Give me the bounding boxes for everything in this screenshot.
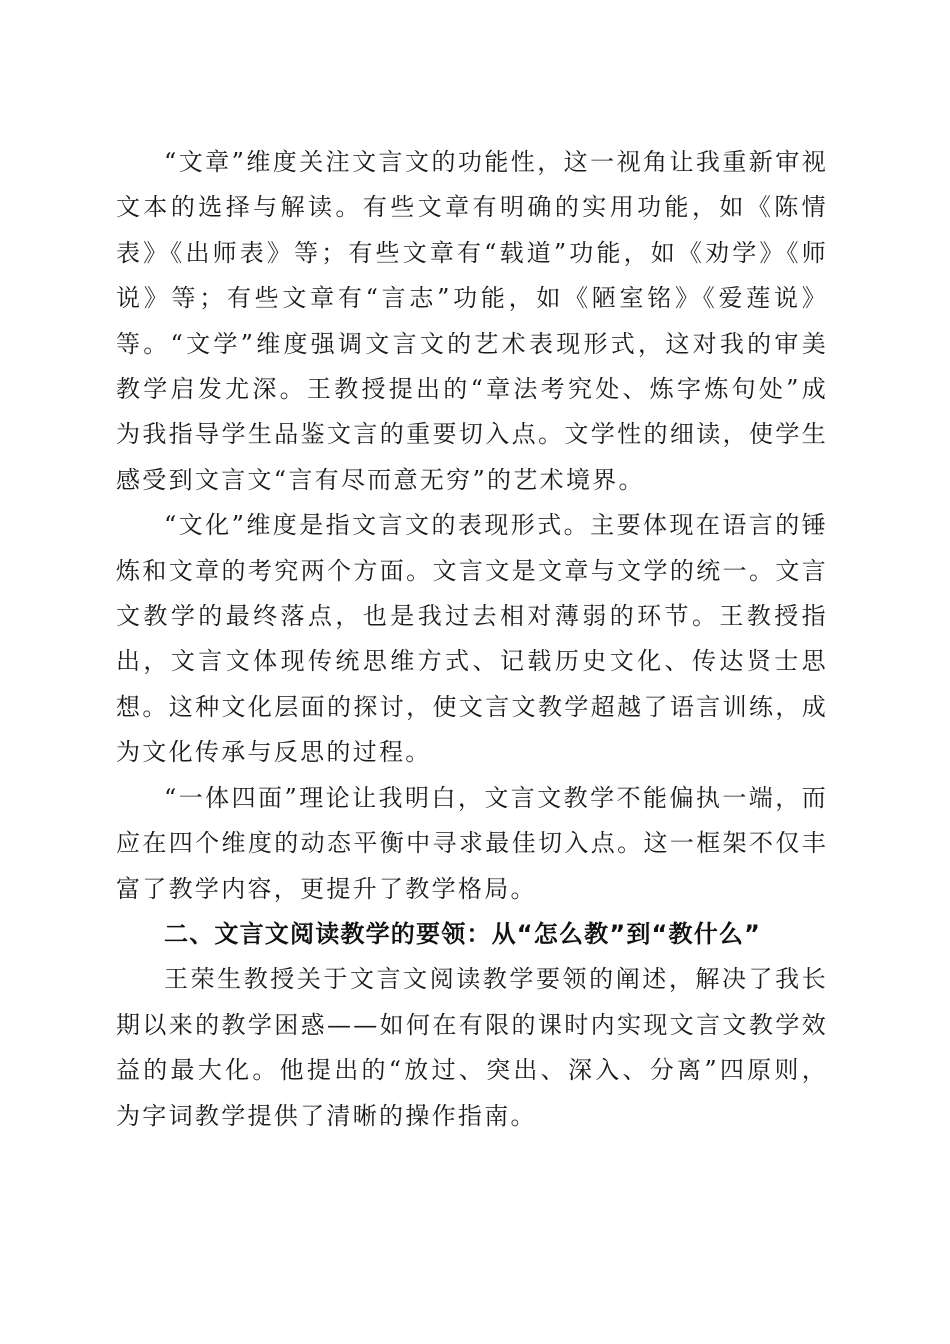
body-text: [116, 140, 828, 1139]
paragraph-yiti-simian: “一体四面”理论让我明白，文言文教学不能偏执一端，而应在四个维度的动态平衡中寻求最佳切入点。这一框架不仅丰富了教学内容，更提升了教学格局。: [116, 783, 828, 903]
paragraph-wenhua-dimension: “文化”维度是指文言文的表现形式。主要体现在语言的锤炼和文章的考究两个方面。文言文是文章与文学的统一。文言文教学的最终落点，也是我过去相对薄弱的环节。王教授指出，文言文体现传统思维方式、记载历史文化、传达贤士思想。这种文化层面的探讨，使文言文教学超越了语言训练，成为文化传承与反思的过程。: [116, 511, 828, 767]
paragraph-reading-essentials: 王荣生教授关于文言文阅读教学要领的阐述，解决了我长期以来的教学困惑——如何在有限的课时内实现文言文教学效益的最大化。他提出的“放过、突出、深入、分离”四原则，为字词教学提供了清晰的操作指南。: [116, 965, 828, 1130]
paragraph-wenzhang-dimension: “文章”维度关注文言文的功能性，这一视角让我重新审视文本的选择与解读。有些文章有明确的实用功能，如《陈情表》《出师表》等；有些文章有“载道”功能，如《劝学》《师说》等；有些文章有“言志”功能，如《陋室铭》《爱莲说》等。“文学”维度强调文言文的艺术表现形式，这对我的审美教学启发尤深。王教授提出的“章法考究处、炼字炼句处”成为我指导学生品鉴文言的重要切入点。文学性的细读，使学生感受到文言文“言有尽而意无穷”的艺术境界。: [116, 148, 828, 494]
section-heading: 二、文言文阅读教学的要领：从“怎么教”到“教什么”: [164, 919, 762, 948]
